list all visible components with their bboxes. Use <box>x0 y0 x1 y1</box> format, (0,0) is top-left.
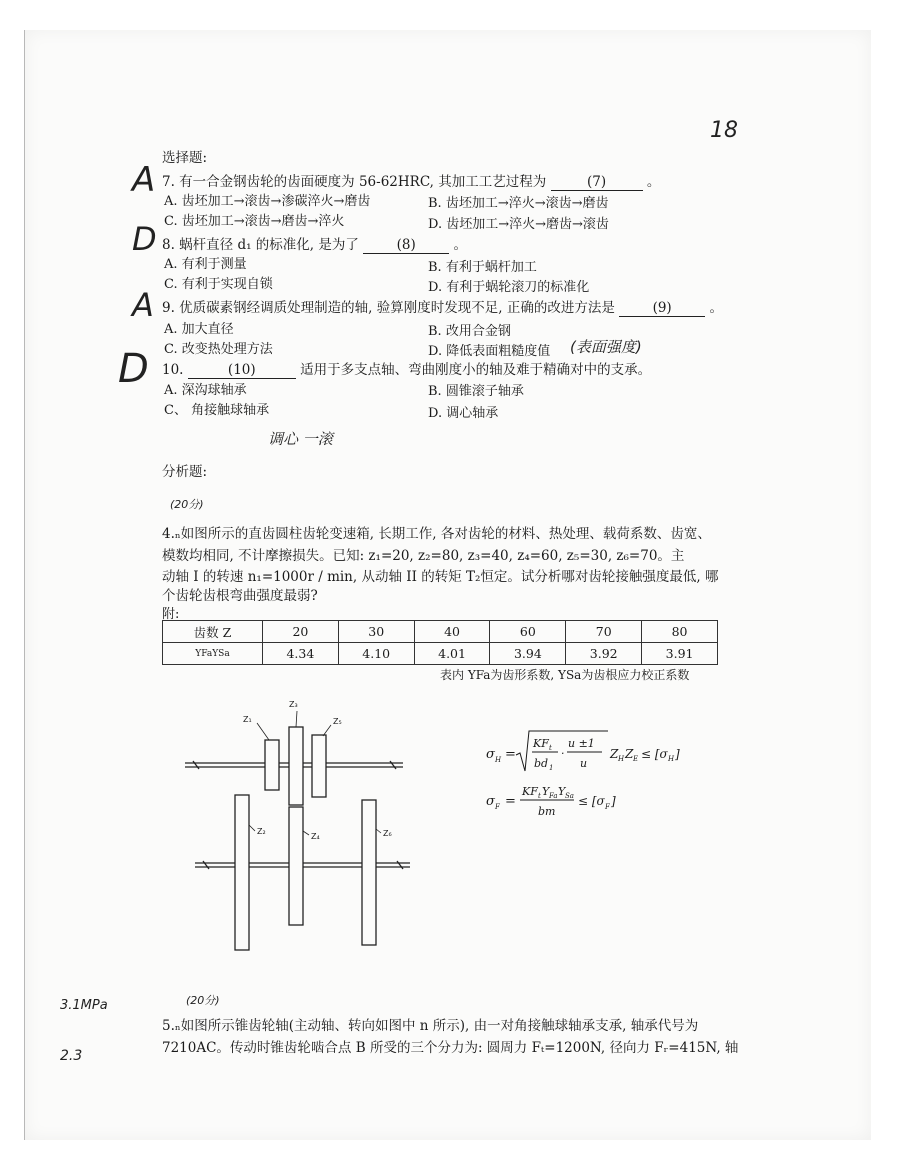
svg-text:·: · <box>561 747 565 760</box>
table-row <box>163 643 718 665</box>
svg-text:KF: KF <box>533 737 549 750</box>
table-header-cell: YFaYSa <box>163 643 263 665</box>
table-cell: 60 <box>490 621 566 643</box>
q9-option-b: B. 改用合金钢 <box>428 324 511 339</box>
table-cell: 3.92 <box>566 643 642 665</box>
question-10-stem: 适用于多支点轴、弯曲刚度小的轴及难于精确对中的支承。 <box>300 362 652 378</box>
answer-mark-q8: D <box>132 220 157 258</box>
q10-option-c: C、 角接触球轴承 <box>164 403 270 418</box>
svg-text:E: E <box>633 755 639 763</box>
gear-z6 <box>362 800 376 945</box>
q9-option-d: D. 降低表面粗糙度值 <box>428 344 551 359</box>
q10-option-d: D. 调心轴承 <box>428 406 499 421</box>
gear-label-z1: Z₁ <box>243 715 252 724</box>
table-cell: 80 <box>642 621 718 643</box>
margin-note-1: 3.1MPa <box>60 998 108 1013</box>
table-cell: 3.94 <box>490 643 566 665</box>
table-cell: 4.01 <box>414 643 490 665</box>
question-10-blank: (10) <box>188 362 296 379</box>
problem-5-line-1: 5.ₙ如图所示锥齿轮轴(主动轴、转向如图中 n 所示), 由一对角接触球轴承支承, 轴承代号为 <box>162 1018 699 1034</box>
gear-z4 <box>289 807 303 925</box>
q7-option-d: D. 齿坯加工→淬火→磨齿→滚齿 <box>428 217 609 232</box>
q8-option-a: A. 有利于测量 <box>164 257 247 272</box>
svg-text:1: 1 <box>549 764 554 772</box>
svg-text:t: t <box>538 792 541 800</box>
svg-text:Fa: Fa <box>549 792 558 800</box>
svg-text:bd: bd <box>534 757 549 770</box>
gear-label-z2: Z₂ <box>257 827 266 836</box>
question-8-end: 。 <box>453 237 467 253</box>
q9-option-a: A. 加大直径 <box>164 322 234 337</box>
bending-stress-formula-lhs: σ <box>486 794 495 809</box>
answer-mark-q10: D <box>118 346 149 392</box>
svg-text:Z: Z <box>610 747 619 761</box>
svg-text:]: ] <box>611 794 616 808</box>
handwritten-page-number: 18 <box>710 118 738 143</box>
gear-z3 <box>289 727 303 805</box>
svg-text:H: H <box>495 756 502 764</box>
svg-text:Y: Y <box>542 785 550 798</box>
question-8-stem: 8. 蜗杆直径 d₁ 的标准化, 是为了 <box>162 237 359 253</box>
stress-formulas <box>478 725 718 825</box>
q8-option-c: C. 有利于实现自锁 <box>164 277 273 292</box>
q7-option-c: C. 齿坯加工→滚齿→磨齿→淬火 <box>164 214 345 229</box>
table-cell: 4.10 <box>338 643 414 665</box>
handwritten-note-q10: 调心 一滚 <box>268 430 333 448</box>
answer-mark-q9: A <box>132 286 154 324</box>
svg-text:u ±1: u ±1 <box>568 737 595 750</box>
gear-z2 <box>235 795 249 950</box>
margin-note-2: 2.3 <box>60 1048 83 1064</box>
handwritten-note-q9: (表面强度) <box>570 338 642 356</box>
question-9 <box>162 296 723 317</box>
problem-4-line-1: 4.ₙ如图所示的直齿圆柱齿轮变速箱, 长期工作, 各对齿轮的材料、热处理、载荷系数、齿宽、 <box>162 526 711 542</box>
question-9-stem: 9. 优质碳素钢经调质处理制造的轴, 验算刚度时发现不足, 正确的改进方法是 <box>162 300 615 316</box>
question-9-blank: (9) <box>619 300 705 317</box>
question-10-prefix: 10. <box>162 362 184 378</box>
svg-text:F: F <box>605 803 610 811</box>
gear-label-z6: Z₆ <box>383 829 392 838</box>
table-cell: 3.91 <box>642 643 718 665</box>
q9-option-c: C. 改变热处理方法 <box>164 342 273 357</box>
table-cell: 4.34 <box>262 643 338 665</box>
question-10 <box>162 358 651 379</box>
gear-z5 <box>312 735 326 797</box>
q7-option-b: B. 齿坯加工→淬火→滚齿→磨齿 <box>428 196 609 211</box>
table-header-cell: 齿数 Z <box>163 621 263 643</box>
problem-4-line-2: 模数均相同, 不计摩擦损失。已知: z₁=20, z₂=80, z₃=40, z₄=60, z₅=30, z₆=70。主 <box>162 548 685 564</box>
problem-5-line-2: 7210AC。传动时锥齿轮啮合点 B 所受的三个分力为: 圆周力 Fₜ=1200N, 径向力 Fᵣ=415N, 轴 <box>162 1040 739 1056</box>
q10-option-a: A. 深沟球轴承 <box>164 383 247 398</box>
svg-text:F: F <box>495 803 500 811</box>
q10-option-b: B. 圆锥滚子轴承 <box>428 384 524 399</box>
gear-label-z5: Z₅ <box>333 717 342 726</box>
gearbox-diagram <box>185 695 425 965</box>
gear-label-z4: Z₄ <box>311 832 320 841</box>
svg-text:=: = <box>505 794 516 809</box>
score-problem-4: (20分) <box>170 498 204 511</box>
q8-option-b: B. 有利于蜗杆加工 <box>428 260 537 275</box>
section-choice-heading: 选择题: <box>162 150 208 166</box>
contact-stress-formula-lhs: σ <box>486 747 495 762</box>
table-cell: 30 <box>338 621 414 643</box>
question-7-end: 。 <box>646 174 661 190</box>
svg-text:Z: Z <box>625 747 634 761</box>
svg-text:KF: KF <box>522 785 538 798</box>
question-9-end: 。 <box>709 300 723 316</box>
gear-label-z3: Z₃ <box>289 700 298 709</box>
score-problem-5: (20分) <box>186 994 220 1007</box>
svg-text:≤ [σ: ≤ [σ <box>578 794 605 808</box>
gear-factor-table <box>162 620 718 665</box>
table-cell: 20 <box>262 621 338 643</box>
svg-text:Sa: Sa <box>565 792 574 800</box>
question-8-blank: (8) <box>363 237 449 254</box>
table-note: 表内 YFa为齿形系数, YSa为齿根应力校正系数 <box>440 668 690 682</box>
table-row <box>163 621 718 643</box>
table-cell: 40 <box>414 621 490 643</box>
section-analysis-heading: 分析题: <box>162 464 208 480</box>
svg-text:H: H <box>618 755 625 763</box>
question-8 <box>162 233 467 254</box>
svg-text:t: t <box>549 744 552 752</box>
gear-z1 <box>265 740 279 790</box>
svg-text:bm: bm <box>538 805 556 818</box>
answer-mark-q7: A <box>132 160 156 200</box>
question-7-stem: 7. 有一合金钢齿轮的齿面硬度为 56-62HRC, 其加工工艺过程为 <box>162 174 547 190</box>
table-cell: 70 <box>566 621 642 643</box>
question-7 <box>162 170 660 191</box>
svg-text:Y: Y <box>558 785 566 798</box>
appendix-label: 附: <box>162 607 180 622</box>
q7-option-a: A. 齿坯加工→滚齿→渗碳淬火→磨齿 <box>164 194 371 209</box>
question-7-blank: (7) <box>551 174 643 191</box>
svg-text:=: = <box>505 747 516 762</box>
svg-text:≤ [σ: ≤ [σ <box>641 747 668 761</box>
svg-text:u: u <box>580 757 588 770</box>
problem-4-line-3: 动轴 I 的转速 n₁=1000r / min, 从动轴 II 的转矩 T₂恒定。试分析哪对齿轮接触强度最低, 哪 <box>162 569 719 585</box>
svg-text:H: H <box>668 755 675 763</box>
problem-4-line-4: 个齿轮齿根弯曲强度最弱? <box>162 588 318 604</box>
svg-text:]: ] <box>675 747 680 761</box>
q8-option-d: D. 有利于蜗轮滚刀的标准化 <box>428 280 590 295</box>
